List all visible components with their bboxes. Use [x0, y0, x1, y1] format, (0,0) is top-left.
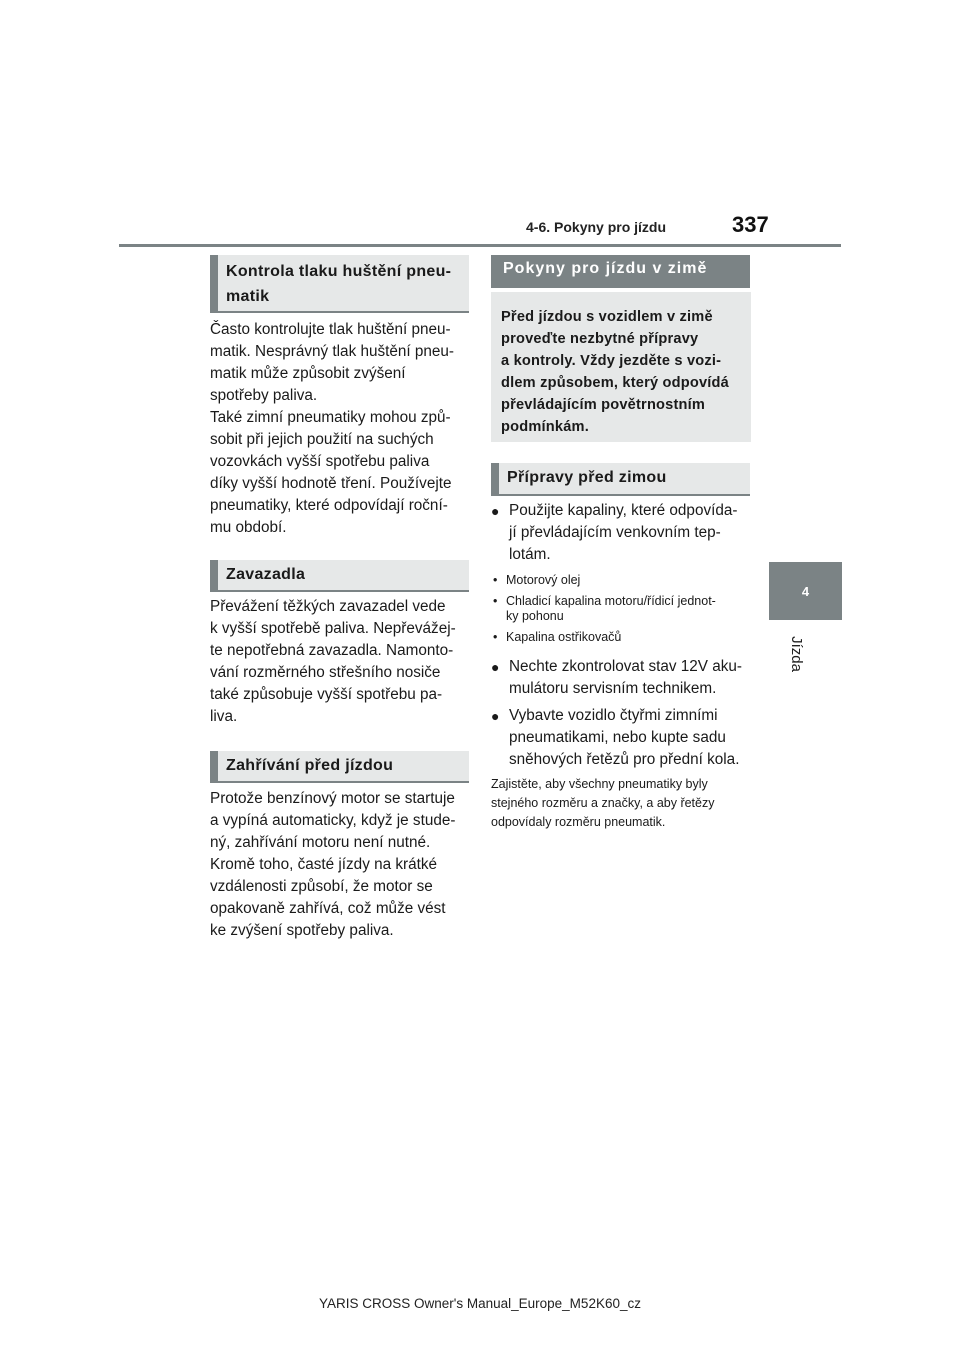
fluid-sub-list	[493, 573, 755, 645]
luggage-text	[210, 596, 472, 728]
text-line: Zajistěte, aby všechny pneumatiky byly	[491, 777, 708, 791]
heading-tire-pressure-line2: matik	[226, 288, 270, 305]
footer-manual-id: YARIS CROSS Owner's Manual_Europe_M52K60_cz	[319, 1296, 641, 1311]
list-item	[491, 500, 753, 566]
intro-line: proveďte nezbytné přípravy	[501, 331, 699, 347]
heading-winter-prep	[491, 463, 750, 496]
text-line: díky vyšší hodnotě tření. Používejte	[210, 475, 452, 492]
warmup-text	[210, 788, 472, 942]
text-line: také způsobuje vyšší spotřebu pa-	[210, 686, 443, 703]
text-line: opakovaně zahřívá, což může vést	[210, 900, 446, 917]
text-line: vzdálenosti způsobí, že motor se	[210, 878, 433, 895]
sub-list-item	[493, 573, 755, 588]
text-line: spotřeby paliva.	[210, 387, 318, 404]
text-line: Nechte zkontrolovat stav 12V aku-	[509, 658, 742, 675]
bullet-icon: ●	[491, 708, 500, 724]
intro-line: dlem způsobem, který odpovídá	[501, 375, 729, 391]
prep-item-fluids	[491, 500, 753, 566]
text-line: liva.	[210, 708, 238, 725]
heading-winter-driving	[491, 255, 750, 288]
tire-note	[491, 775, 753, 832]
text-line: odpovídaly rozměru pneumatik.	[491, 815, 666, 829]
text-line: Motorový olej	[506, 573, 581, 587]
text-line: jí převládajícím venkovním tep-	[509, 524, 721, 541]
text-line: Kromě toho, časté jízdy na krátké	[210, 856, 438, 873]
text-line: ky pohonu	[506, 609, 564, 623]
section-title: 4-6. Pokyny pro jízdu	[526, 219, 667, 235]
heading-tire-pressure	[210, 255, 469, 313]
text-line: Protože benzínový motor se startuje	[210, 790, 455, 807]
text-line: pneumatikami, nebo kupte sadu	[509, 729, 726, 746]
heading-luggage	[210, 560, 469, 592]
intro-line: a kontroly. Vždy jezděte s vozi-	[501, 353, 722, 369]
intro-line: podmínkám.	[501, 419, 589, 435]
prep-item-tires	[491, 705, 753, 771]
sub-bullet-icon: •	[493, 630, 498, 644]
text-line: matik může způsobit zvýšení	[210, 365, 406, 382]
text-line: Často kontrolujte tlak huštění pneu-	[210, 321, 451, 338]
prep-item-battery	[491, 656, 753, 700]
intro-line: převládajícím povětrnostním	[501, 397, 706, 413]
text-line: Chladicí kapalina motoru/řídicí jednot-	[506, 594, 716, 608]
text-line: lotám.	[509, 546, 551, 563]
chapter-label: Jízda	[788, 636, 806, 672]
list-item	[491, 656, 753, 700]
header-rule	[119, 244, 841, 247]
intro-line: Před jízdou s vozidlem v zimě	[501, 309, 713, 325]
winter-intro-box	[491, 292, 751, 442]
sub-bullet-icon: •	[493, 594, 498, 608]
sub-list-item	[493, 630, 755, 645]
list-item	[491, 705, 753, 771]
text-line: pneumatiky, které odpovídají roční-	[210, 497, 448, 514]
text-line: mulátoru servisním technikem.	[509, 680, 717, 697]
text-line: sobit při jejich použití na suchých	[210, 431, 434, 448]
text-line: Také zimní pneumatiky mohou způ-	[210, 409, 451, 426]
text-line: Převážení těžkých zavazadel vede	[210, 598, 446, 615]
sub-bullet-icon: •	[493, 573, 498, 587]
text-line: Kapalina ostřikovačů	[506, 630, 622, 644]
heading-winter-driving-text: Pokyny pro jízdu v zimě	[503, 260, 708, 277]
heading-winter-prep-text: Přípravy před zimou	[507, 469, 667, 486]
bullet-icon: ●	[491, 503, 500, 519]
tire-pressure-text	[210, 319, 472, 539]
text-line: sněhových řetězů pro přední kola.	[509, 751, 740, 768]
heading-luggage-text: Zavazadla	[226, 566, 306, 583]
chapter-tab: 4	[769, 562, 842, 620]
page-number: 337	[732, 212, 769, 237]
text-line: te nepotřebná zavazadla. Namonto-	[210, 642, 454, 659]
heading-tire-pressure-line1: Kontrola tlaku huštění pneu-	[226, 263, 452, 280]
heading-warmup-text: Zahřívání před jízdou	[226, 757, 394, 774]
sub-list-item	[493, 594, 755, 624]
text-line: matik. Nesprávný tlak huštění pneu-	[210, 343, 455, 360]
text-line: stejného rozměru a značky, a aby řetězy	[491, 796, 715, 810]
text-line: a vypíná automaticky, když je stude-	[210, 812, 456, 829]
bullet-icon: ●	[491, 659, 500, 675]
text-line: vozovkách vyšší spotřebu paliva	[210, 453, 430, 470]
text-line: k vyšší spotřebě paliva. Nepřevážej-	[210, 620, 456, 637]
text-line: mu období.	[210, 519, 287, 536]
text-line: ke zvýšení spotřeby paliva.	[210, 922, 394, 939]
heading-warmup	[210, 751, 469, 783]
text-line: Vybavte vozidlo čtyřmi zimními	[509, 707, 718, 724]
text-line: vání rozměrného střešního nosiče	[210, 664, 441, 681]
text-line: Použijte kapaliny, které odpovída-	[509, 502, 738, 519]
text-line: ný, zahřívání motoru není nutné.	[210, 834, 431, 851]
